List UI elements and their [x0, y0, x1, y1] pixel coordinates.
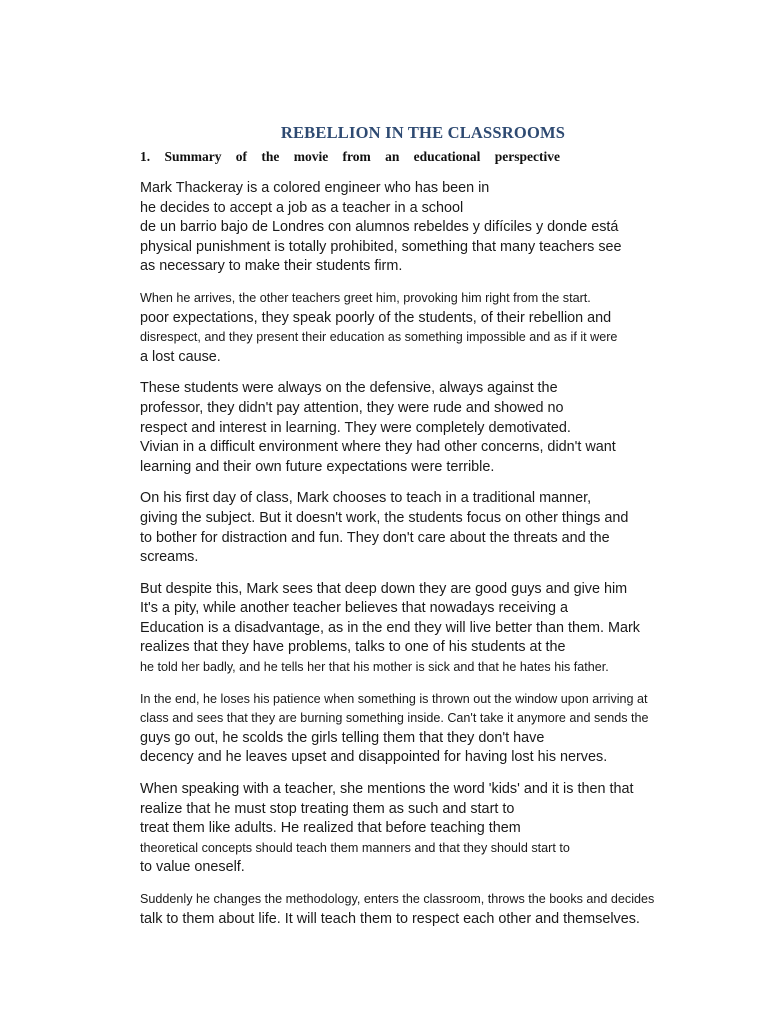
- text-line: But despite this, Mark sees that deep down they are good guys and give him: [140, 580, 628, 597]
- paragraph: [140, 289, 700, 367]
- text-line: It's a pity, while another teacher believes that nowadays receiving a: [140, 600, 569, 617]
- text-line: giving the subject. But it doesn't work, the students focus on other things and: [140, 509, 629, 526]
- text-line: to value oneself.: [140, 859, 245, 876]
- text-line: These students were always on the defensive, always against the: [140, 380, 558, 397]
- document-title: REBELLION IN THE CLASSROOMS: [280, 123, 566, 142]
- document-body: [140, 179, 700, 941]
- paragraph: [140, 489, 700, 567]
- text-line: guys go out, he scolds the girls telling them that they don't have: [140, 729, 545, 746]
- text-line: class and sees that they are burning something inside. Can't take it anymore and sends the: [140, 711, 649, 726]
- text-line: realizes that they have problems, talks to one of his students at the: [140, 639, 566, 656]
- paragraph: [140, 890, 700, 929]
- text-line: On his first day of class, Mark chooses to teach in a traditional manner,: [140, 490, 592, 507]
- text-line: a lost cause.: [140, 348, 221, 365]
- text-line: theoretical concepts should teach them manners and that they should start to: [140, 840, 570, 855]
- text-line: to bother for distraction and fun. They don't care about the threats and the: [140, 529, 610, 546]
- paragraph: [140, 690, 700, 768]
- text-line: Vivian in a difficult environment where they had other concerns, didn't want: [140, 439, 616, 456]
- section-heading: 1. Summary of the movie from an educational perspective: [140, 149, 560, 164]
- text-line: de un barrio bajo de Londres con alumnos rebeldes y difíciles y donde está: [140, 219, 619, 236]
- text-line: as necessary to make their students firm.: [140, 258, 403, 275]
- text-line: In the end, he loses his patience when something is thrown out the window upon arriving at: [140, 691, 648, 706]
- text-line: physical punishment is totally prohibited, something that many teachers see: [140, 238, 622, 255]
- text-line: he told her badly, and he tells her that his mother is sick and that he hates his father.: [140, 660, 609, 675]
- text-line: he decides to accept a job as a teacher in a school: [140, 199, 464, 216]
- text-line: Mark Thackeray is a colored engineer who has been in: [140, 180, 490, 196]
- text-line: screams.: [140, 549, 199, 566]
- paragraph: [140, 780, 700, 878]
- text-line: poor expectations, they speak poorly of the students, of their rebellion and: [140, 309, 612, 326]
- text-line: Education is a disadvantage, as in the end they will live better than them. Mark: [140, 619, 640, 636]
- text-line: learning and their own future expectations were terrible.: [140, 458, 495, 475]
- text-line: disrespect, and they present their education as something impossible and as if it were: [140, 330, 618, 345]
- paragraph: [140, 179, 700, 277]
- text-line: Suddenly he changes the methodology, enters the classroom, throws the books and decides: [140, 892, 655, 906]
- text-line: When he arrives, the other teachers greet him, provoking him right from the start.: [140, 290, 591, 305]
- paragraph: [140, 580, 700, 678]
- text-line: decency and he leaves upset and disappointed for having lost his nerves.: [140, 749, 608, 766]
- text-line: talk to them about life. It will teach them to respect each other and themselves.: [140, 910, 640, 927]
- text-line: respect and interest in learning. They were completely demotivated.: [140, 419, 571, 436]
- text-line: realize that he must stop treating them as such and start to: [140, 800, 515, 817]
- paragraph: [140, 379, 700, 477]
- text-line: When speaking with a teacher, she mentions the word 'kids' and it is then that: [140, 781, 634, 798]
- text-line: treat them like adults. He realized that before teaching them: [140, 820, 521, 837]
- text-line: professor, they didn't pay attention, they were rude and showed no: [140, 399, 564, 416]
